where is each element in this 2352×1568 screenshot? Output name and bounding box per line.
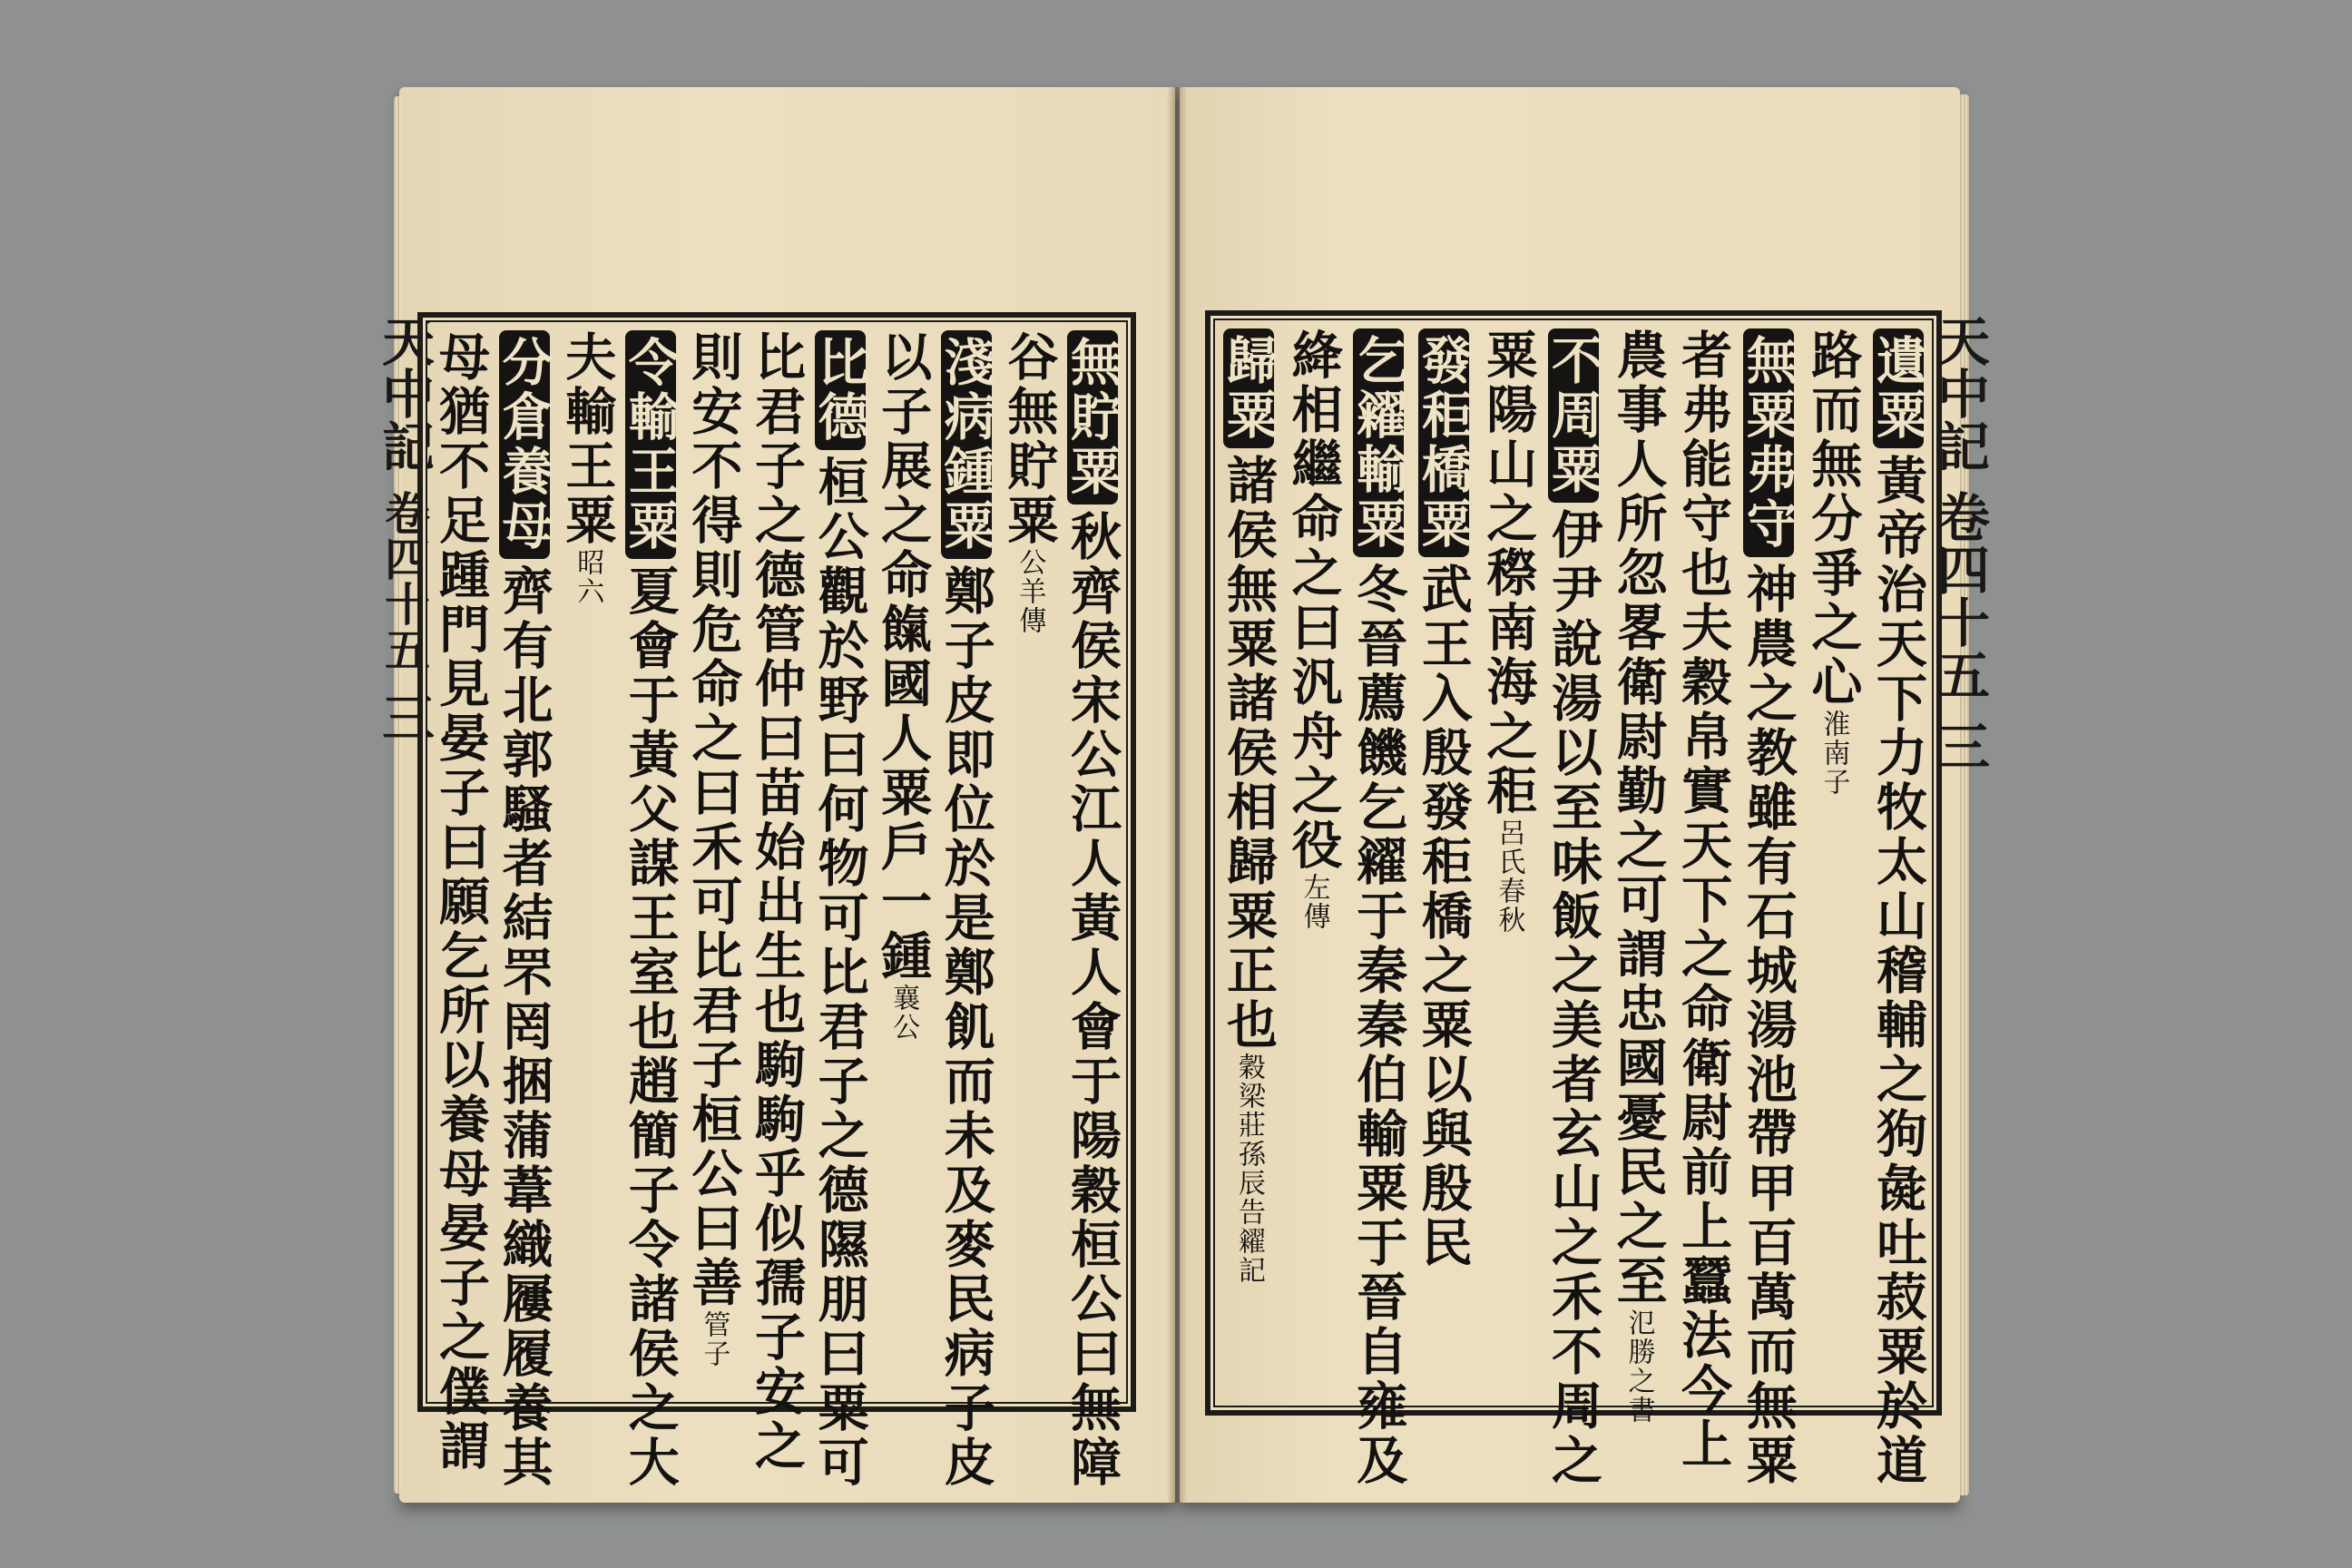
column-text: 農事人所忽畧衛尉勤之可謂忠國憂民之至 [1608, 328, 1669, 1308]
text-column [809, 330, 870, 1490]
column-text: 伊尹說湯以至味飯之美者玄山之禾不周之 [1543, 508, 1603, 1488]
source-note: 呂氏春秋 [1493, 818, 1525, 935]
source-note: 穀梁莊孫辰告糴記 [1233, 1053, 1265, 1285]
source-note: 襄公 [887, 984, 920, 1042]
text-column [1543, 328, 1603, 1488]
text-column [1413, 328, 1474, 1397]
source-note: 淮南子 [1818, 710, 1850, 797]
entry-heading-tag: 不周粟 [1548, 328, 1599, 503]
column-text: 諸侯無粟諸侯相歸粟正也 [1219, 454, 1279, 1053]
text-column [1803, 328, 1864, 1397]
column-text: 母猶不足踵門見晏子曰願乞所以養母晏子之僕謂 [431, 330, 491, 1474]
text-column [1348, 328, 1409, 1488]
left-text-frame [417, 312, 1136, 1490]
folio-number: 三 [373, 690, 435, 743]
text-column [1738, 328, 1798, 1488]
volume-label: 卷四十五 [1928, 490, 1990, 701]
column-text: 者弗能守也夫穀帛實天下之命衛尉前上蠶法今上 [1673, 328, 1734, 1472]
column-text: 粟陽山之穄南海之秬 [1478, 328, 1539, 818]
column-text: 桓公觀於野曰何物可比君子之德隰朋曰粟可 [809, 456, 870, 1490]
entry-heading-tag: 乞糴輸粟 [1353, 328, 1404, 557]
text-column [1219, 328, 1279, 1397]
text-column [999, 330, 1060, 1394]
entry-heading-tag: 無粟弗守 [1743, 328, 1794, 557]
text-column [620, 330, 681, 1490]
book-title: 天中記 [1928, 314, 1990, 472]
book-title: 天中記 [373, 314, 435, 472]
right-text-columns [1219, 328, 1928, 1488]
right-text-frame [1205, 310, 1942, 1488]
column-text: 黃帝治天下力牧太山稽輔之狗彘吐菽粟於道 [1867, 454, 1928, 1488]
left-page [373, 87, 1175, 1503]
text-column [494, 330, 554, 1490]
entry-heading-tag: 分倉養母 [499, 330, 550, 559]
text-column [1478, 328, 1539, 1397]
entry-heading-tag: 發秬橋粟 [1418, 328, 1469, 557]
column-text: 則安不得則危命之曰禾可比君子桓公曰善 [683, 330, 744, 1310]
text-column [873, 330, 934, 1394]
column-text: 路而無分爭之心 [1803, 328, 1864, 710]
entry-heading-tag: 淺病鍾粟 [941, 330, 992, 559]
book-gutter [1167, 87, 1187, 1503]
column-text: 夫輸王粟 [557, 330, 618, 548]
left-text-columns [431, 330, 1122, 1490]
entry-heading-tag: 令輸王粟 [625, 330, 676, 559]
entry-heading-tag: 歸粟 [1223, 328, 1274, 448]
text-column [683, 330, 744, 1394]
entry-heading-tag: 遺粟 [1873, 328, 1924, 448]
text-column [746, 330, 807, 1474]
text-column [1673, 328, 1734, 1472]
text-column [936, 330, 996, 1490]
volume-label: 卷四十五 [377, 490, 431, 672]
right-margin-header [1928, 314, 1990, 1403]
book-spread [373, 87, 1990, 1503]
text-column [1867, 328, 1928, 1488]
text-column [557, 330, 618, 1394]
column-text: 絳相繼命之曰汎舟之役 [1283, 328, 1344, 873]
source-note: 管子 [698, 1310, 730, 1368]
text-column [1608, 328, 1669, 1425]
column-text: 夏會于黃父謀王室也趙簡子令諸侯之大 [620, 564, 681, 1490]
column-text: 武王入殷發秬橋之粟以與殷民 [1413, 563, 1474, 1270]
text-column [1283, 328, 1344, 1397]
column-text: 神農之教雖有石城湯池帶甲百萬而無粟 [1738, 563, 1798, 1488]
source-note: 左傳 [1298, 873, 1330, 931]
source-note: 公羊傳 [1014, 548, 1046, 635]
column-text: 以子展之命餼國人粟戶一鍾 [873, 330, 934, 984]
column-text: 冬晉薦饑乞糴于秦秦伯輸粟于晉自雍及 [1348, 563, 1409, 1488]
text-column [1062, 330, 1122, 1490]
source-note: 昭六 [572, 548, 604, 606]
column-text: 谷無貯粟 [999, 330, 1060, 548]
entry-heading-tag: 比德 [815, 330, 866, 450]
source-note: 氾勝之書 [1622, 1308, 1655, 1425]
text-column [431, 330, 491, 1474]
right-page [1180, 87, 1990, 1503]
column-text: 齊有北郭騷者結罘罔捆蒲葦織屨履養其 [494, 564, 554, 1490]
column-text: 比君子之德管仲曰苗始出生也駒駒乎似孺子安之 [746, 330, 807, 1474]
folio-number: 三 [1928, 719, 1990, 772]
column-text: 鄭子皮即位於是鄭飢而未及麥民病子皮 [936, 564, 996, 1490]
column-text: 秋齊侯宋公江人黃人會于陽穀桓公曰無障 [1062, 510, 1122, 1490]
entry-heading-tag: 無貯粟 [1067, 330, 1118, 505]
